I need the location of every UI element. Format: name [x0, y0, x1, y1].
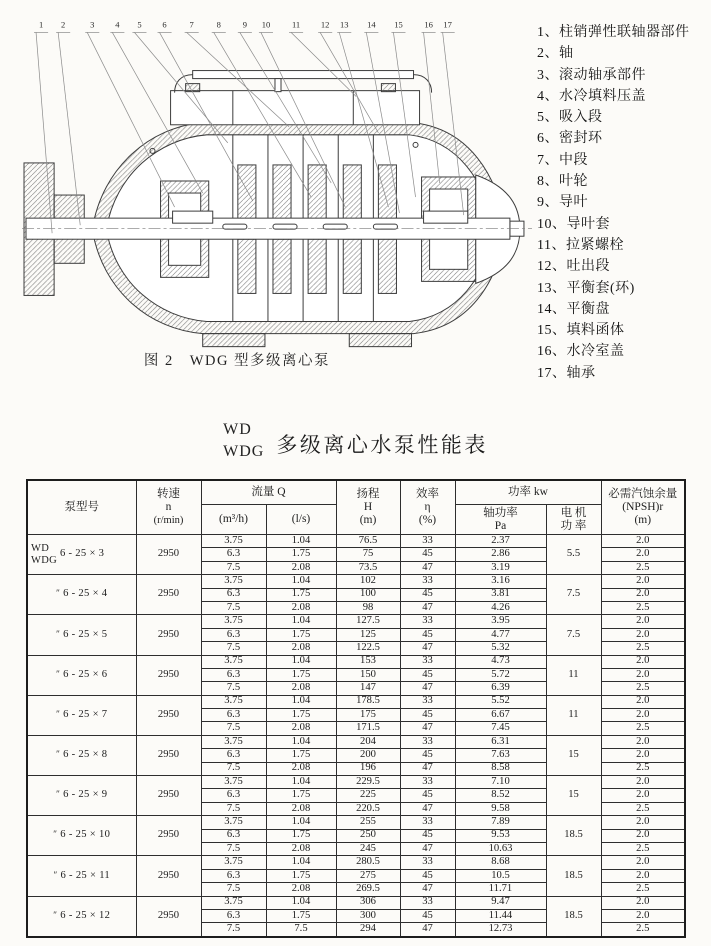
- head-cell: 280.5: [336, 856, 400, 869]
- efficiency-cell: 47: [400, 802, 455, 815]
- npsh-cell: 2.0: [601, 789, 685, 802]
- shaft-power-cell: 6.39: [455, 682, 546, 695]
- npsh-cell: 2.0: [601, 856, 685, 869]
- shaft-power-cell: 8.68: [455, 856, 546, 869]
- efficiency-cell: 45: [400, 628, 455, 641]
- shaft-power-cell: 10.5: [455, 869, 546, 882]
- flow-ls-cell: 1.04: [266, 615, 336, 628]
- shaft-power-cell: 5.32: [455, 642, 546, 655]
- efficiency-cell: 33: [400, 856, 455, 869]
- flow-ls-cell: 1.75: [266, 668, 336, 681]
- part-list-item: 1、柱销弹性联轴器部件: [537, 25, 690, 40]
- npsh-cell: 2.0: [601, 735, 685, 748]
- npsh-cell: 2.5: [601, 682, 685, 695]
- part-list-item: 16、水冷室盖: [537, 344, 625, 360]
- npsh-cell: 2.0: [601, 869, 685, 882]
- flow-m3h-cell: 6.3: [201, 628, 266, 641]
- shaft-power-cell: 12.73: [455, 923, 546, 937]
- head-cell: 102: [336, 575, 400, 588]
- flow-ls-cell: 1.75: [266, 628, 336, 641]
- part-list-item: 17、轴承: [537, 365, 596, 381]
- header-pump-model: 泵型号: [27, 480, 136, 535]
- speed-cell: 2950: [136, 535, 201, 575]
- callout-number: 1: [38, 19, 44, 30]
- npsh-cell: 2.0: [601, 749, 685, 762]
- flow-ls-cell: 1.75: [266, 829, 336, 842]
- part-list-item: 15、填料函体: [537, 323, 625, 339]
- shaft-power-cell: 7.63: [455, 749, 546, 762]
- efficiency-cell: 45: [400, 588, 455, 601]
- npsh-cell: 2.0: [601, 909, 685, 922]
- shaft-power-cell: 3.81: [455, 588, 546, 601]
- flow-ls-cell: 1.04: [266, 735, 336, 748]
- flow-m3h-cell: 7.5: [201, 722, 266, 735]
- shaft-power-cell: 5.52: [455, 695, 546, 708]
- flow-m3h-cell: 7.5: [201, 642, 266, 655]
- flow-ls-cell: 1.04: [266, 535, 336, 548]
- table-row: [27, 735, 685, 748]
- efficiency-cell: 47: [400, 682, 455, 695]
- flow-m3h-cell: 3.75: [201, 735, 266, 748]
- flow-ls-cell: 1.04: [266, 856, 336, 869]
- flow-ls-cell: 1.75: [266, 588, 336, 601]
- header-flow-ls: (l/s): [266, 505, 336, 535]
- flow-m3h-cell: 3.75: [201, 535, 266, 548]
- parts-list: [537, 22, 709, 384]
- efficiency-cell: 33: [400, 776, 455, 789]
- npsh-cell: 2.0: [601, 588, 685, 601]
- flow-m3h-cell: 6.3: [201, 829, 266, 842]
- part-list-item: 3、滚动轴承部件: [537, 67, 646, 83]
- part-list-item: 6、密封环: [537, 131, 603, 147]
- flow-ls-cell: 1.75: [266, 869, 336, 882]
- npsh-cell: 2.5: [601, 802, 685, 815]
- efficiency-cell: 45: [400, 668, 455, 681]
- header-speed: 转速 n (r/min): [136, 480, 201, 535]
- head-cell: 147: [336, 682, 400, 695]
- head-cell: 100: [336, 588, 400, 601]
- pump-model-cell: ″ 6 - 25 × 6: [27, 655, 136, 695]
- efficiency-cell: 47: [400, 601, 455, 614]
- callout-number: 10: [261, 19, 271, 30]
- head-cell: 250: [336, 829, 400, 842]
- efficiency-cell: 45: [400, 548, 455, 561]
- shaft-power-cell: 9.53: [455, 829, 546, 842]
- part-list-item: 8、叶轮: [537, 174, 588, 190]
- npsh-cell: 2.5: [601, 722, 685, 735]
- head-cell: 255: [336, 816, 400, 829]
- npsh-cell: 2.0: [601, 829, 685, 842]
- head-cell: 175: [336, 709, 400, 722]
- efficiency-cell: 45: [400, 869, 455, 882]
- shaft-power-cell: 11.71: [455, 883, 546, 896]
- shaft-power-cell: 3.95: [455, 615, 546, 628]
- part-list-item: 10、导叶套: [537, 216, 610, 232]
- speed-cell: 2950: [136, 615, 201, 655]
- efficiency-cell: 47: [400, 642, 455, 655]
- head-cell: 76.5: [336, 535, 400, 548]
- head-cell: 300: [336, 909, 400, 922]
- shaft-power-cell: 7.45: [455, 722, 546, 735]
- table-row: [27, 535, 685, 548]
- flow-m3h-cell: 6.3: [201, 588, 266, 601]
- efficiency-cell: 45: [400, 829, 455, 842]
- npsh-cell: 2.5: [601, 601, 685, 614]
- head-cell: 245: [336, 842, 400, 855]
- header-shaft-power: 轴功率 Pa: [455, 505, 546, 535]
- efficiency-cell: 33: [400, 655, 455, 668]
- title-model-wdg: WDG: [223, 443, 265, 460]
- header-head: 扬程 H (m): [336, 480, 400, 535]
- part-list-item: 13、平衡套(环): [537, 280, 635, 296]
- flow-m3h-cell: 6.3: [201, 709, 266, 722]
- callout-number: 2: [61, 19, 66, 30]
- shaft-power-cell: 4.77: [455, 628, 546, 641]
- head-cell: 229.5: [336, 776, 400, 789]
- flow-ls-cell: 2.08: [266, 561, 336, 574]
- flow-m3h-cell: 3.75: [201, 615, 266, 628]
- head-cell: 275: [336, 869, 400, 882]
- efficiency-cell: 47: [400, 883, 455, 896]
- callout-number: 8: [216, 19, 221, 30]
- speed-cell: 2950: [136, 776, 201, 816]
- npsh-cell: 2.0: [601, 816, 685, 829]
- head-cell: 269.5: [336, 883, 400, 896]
- efficiency-cell: 33: [400, 535, 455, 548]
- shaft-power-cell: 6.67: [455, 709, 546, 722]
- figure-caption: 图 2 WDG 型多级离心泵: [143, 353, 331, 369]
- callout-number: 15: [394, 19, 403, 30]
- callout-number: 11: [291, 19, 301, 30]
- flow-ls-cell: 7.5: [266, 923, 336, 937]
- head-cell: 178.5: [336, 695, 400, 708]
- head-cell: 171.5: [336, 722, 400, 735]
- callout-number: 6: [162, 19, 167, 30]
- part-list-item: 9、导叶: [537, 195, 588, 211]
- speed-cell: 2950: [136, 856, 201, 896]
- efficiency-cell: 33: [400, 695, 455, 708]
- efficiency-cell: 47: [400, 722, 455, 735]
- callout-number: 5: [137, 19, 142, 30]
- flow-ls-cell: 1.04: [266, 655, 336, 668]
- efficiency-cell: 47: [400, 762, 455, 775]
- efficiency-cell: 33: [400, 735, 455, 748]
- page-title: 多级离心水泵性能表: [276, 434, 488, 457]
- efficiency-cell: 33: [400, 896, 455, 909]
- flow-m3h-cell: 6.3: [201, 909, 266, 922]
- head-cell: 150: [336, 668, 400, 681]
- shaft-power-cell: 5.72: [455, 668, 546, 681]
- table-row: [27, 856, 685, 869]
- pump-body: [22, 71, 532, 347]
- head-cell: 306: [336, 896, 400, 909]
- npsh-cell: 2.5: [601, 842, 685, 855]
- head-cell: 122.5: [336, 642, 400, 655]
- flow-m3h-cell: 7.5: [201, 762, 266, 775]
- flow-ls-cell: 2.08: [266, 722, 336, 735]
- head-cell: 200: [336, 749, 400, 762]
- head-cell: 196: [336, 762, 400, 775]
- npsh-cell: 2.0: [601, 615, 685, 628]
- flow-m3h-cell: 3.75: [201, 776, 266, 789]
- flow-ls-cell: 1.75: [266, 548, 336, 561]
- speed-cell: 2950: [136, 735, 201, 775]
- motor-power-cell: 18.5: [546, 816, 601, 856]
- head-cell: 127.5: [336, 615, 400, 628]
- shaft-power-cell: 2.86: [455, 548, 546, 561]
- header-power: 功率 kw: [455, 480, 601, 505]
- pump-model-cell: ″ 6 - 25 × 7: [27, 695, 136, 735]
- npsh-cell: 2.0: [601, 668, 685, 681]
- callout-number: 3: [90, 19, 95, 30]
- flow-ls-cell: 1.04: [266, 896, 336, 909]
- callout-number: 13: [339, 19, 349, 30]
- part-list-item: 11、拉紧螺栓: [537, 237, 624, 253]
- shaft-power-cell: 11.44: [455, 909, 546, 922]
- performance-table: [26, 479, 686, 938]
- flow-m3h-cell: 3.75: [201, 856, 266, 869]
- pump-model-cell: ″ 6 - 25 × 4: [27, 575, 136, 615]
- efficiency-cell: 45: [400, 789, 455, 802]
- flow-ls-cell: 2.08: [266, 883, 336, 896]
- head-cell: 204: [336, 735, 400, 748]
- flow-m3h-cell: 7.5: [201, 883, 266, 896]
- table-row: [27, 575, 685, 588]
- flow-m3h-cell: 3.75: [201, 575, 266, 588]
- npsh-cell: 2.0: [601, 896, 685, 909]
- efficiency-cell: 47: [400, 842, 455, 855]
- table-row: [27, 776, 685, 789]
- shaft-power-cell: 7.10: [455, 776, 546, 789]
- npsh-cell: 2.0: [601, 575, 685, 588]
- flow-m3h-cell: 7.5: [201, 802, 266, 815]
- flow-m3h-cell: 6.3: [201, 668, 266, 681]
- npsh-cell: 2.0: [601, 535, 685, 548]
- head-cell: 125: [336, 628, 400, 641]
- shaft-power-cell: 3.19: [455, 561, 546, 574]
- npsh-cell: 2.0: [601, 655, 685, 668]
- header-motor-power: 电 机 功 率: [546, 505, 601, 535]
- shaft-power-cell: 4.26: [455, 601, 546, 614]
- npsh-cell: 2.5: [601, 923, 685, 937]
- speed-cell: 2950: [136, 655, 201, 695]
- flow-ls-cell: 2.08: [266, 642, 336, 655]
- pump-model-cell: ″ 6 - 25 × 9: [27, 776, 136, 816]
- callout-number: 4: [115, 19, 120, 30]
- part-list-item: 4、水冷填料压盖: [537, 88, 646, 104]
- part-list-item: 12、吐出段: [537, 259, 610, 275]
- npsh-cell: 2.0: [601, 628, 685, 641]
- table-row: [27, 695, 685, 708]
- motor-power-cell: 15: [546, 776, 601, 816]
- title-model-codes: [223, 419, 264, 463]
- header-flow-m3h: (m³/h): [201, 505, 266, 535]
- flow-m3h-cell: 3.75: [201, 655, 266, 668]
- speed-cell: 2950: [136, 695, 201, 735]
- flow-ls-cell: 1.04: [266, 575, 336, 588]
- header-npsh: 必需汽蚀余量 (NPSH)r (m): [601, 480, 685, 535]
- head-cell: 98: [336, 601, 400, 614]
- motor-power-cell: 5.5: [546, 535, 601, 575]
- pump-cross-section-diagram: [22, 14, 536, 352]
- flow-m3h-cell: 7.5: [201, 682, 266, 695]
- pump-model-cell: WD WDG 6 - 25 × 3: [27, 535, 136, 575]
- shaft-power-cell: 3.16: [455, 575, 546, 588]
- speed-cell: 2950: [136, 575, 201, 615]
- pump-model-cell: ″ 6 - 25 × 12: [27, 896, 136, 937]
- flow-ls-cell: 1.04: [266, 816, 336, 829]
- flow-ls-cell: 2.08: [266, 601, 336, 614]
- flow-ls-cell: 2.08: [266, 842, 336, 855]
- table-row: [27, 655, 685, 668]
- flow-ls-cell: 1.04: [266, 695, 336, 708]
- part-list-item: 7、中段: [537, 152, 588, 168]
- flow-m3h-cell: 3.75: [201, 695, 266, 708]
- efficiency-cell: 45: [400, 709, 455, 722]
- speed-cell: 2950: [136, 896, 201, 937]
- header-efficiency: 效率 η (%): [400, 480, 455, 535]
- callout-number: 9: [242, 19, 247, 30]
- flow-m3h-cell: 7.5: [201, 842, 266, 855]
- npsh-cell: 2.0: [601, 709, 685, 722]
- npsh-cell: 2.0: [601, 695, 685, 708]
- pump-cross-section-figure: [22, 14, 536, 352]
- head-cell: 294: [336, 923, 400, 937]
- npsh-cell: 2.5: [601, 642, 685, 655]
- callout-number: 7: [189, 19, 194, 30]
- part-list-item: 2、轴: [537, 46, 574, 62]
- table-title-block: [0, 419, 711, 463]
- callout-number: 14: [367, 19, 376, 30]
- callout-number: 12: [320, 19, 330, 30]
- efficiency-cell: 45: [400, 909, 455, 922]
- shaft-power-cell: 10.63: [455, 842, 546, 855]
- shaft-power-cell: 9.47: [455, 896, 546, 909]
- flow-m3h-cell: 6.3: [201, 869, 266, 882]
- motor-power-cell: 11: [546, 695, 601, 735]
- flow-m3h-cell: 3.75: [201, 896, 266, 909]
- flow-ls-cell: 2.08: [266, 682, 336, 695]
- flow-ls-cell: 1.75: [266, 789, 336, 802]
- pump-model-cell: ″ 6 - 25 × 11: [27, 856, 136, 896]
- callout-number: 16: [424, 19, 433, 30]
- flow-m3h-cell: 7.5: [201, 601, 266, 614]
- flow-m3h-cell: 3.75: [201, 816, 266, 829]
- shaft-power-cell: 9.58: [455, 802, 546, 815]
- flow-m3h-cell: 6.3: [201, 789, 266, 802]
- table-row: [27, 816, 685, 829]
- pump-model-cell: ″ 6 - 25 × 8: [27, 735, 136, 775]
- motor-power-cell: 15: [546, 735, 601, 775]
- npsh-cell: 2.0: [601, 776, 685, 789]
- flow-m3h-cell: 7.5: [201, 561, 266, 574]
- shaft-power-cell: 2.37: [455, 535, 546, 548]
- part-list-item: 14、平衡盘: [537, 301, 610, 317]
- table-row: [27, 615, 685, 628]
- flow-m3h-cell: 6.3: [201, 749, 266, 762]
- efficiency-cell: 47: [400, 561, 455, 574]
- npsh-cell: 2.5: [601, 883, 685, 896]
- motor-power-cell: 18.5: [546, 856, 601, 896]
- title-model-wd: WD: [223, 421, 252, 438]
- speed-cell: 2950: [136, 816, 201, 856]
- head-cell: 220.5: [336, 802, 400, 815]
- efficiency-cell: 33: [400, 615, 455, 628]
- efficiency-cell: 33: [400, 575, 455, 588]
- efficiency-cell: 33: [400, 816, 455, 829]
- flow-m3h-cell: 6.3: [201, 548, 266, 561]
- motor-power-cell: 7.5: [546, 615, 601, 655]
- flow-m3h-cell: 7.5: [201, 923, 266, 937]
- pump-model-cell: ″ 6 - 25 × 5: [27, 615, 136, 655]
- performance-table-body: [27, 535, 685, 937]
- callout-number: 17: [443, 19, 452, 30]
- header-flow: 流量 Q: [201, 480, 336, 505]
- motor-power-cell: 7.5: [546, 575, 601, 615]
- head-cell: 153: [336, 655, 400, 668]
- flow-ls-cell: 1.04: [266, 776, 336, 789]
- efficiency-cell: 47: [400, 923, 455, 937]
- head-cell: 75: [336, 548, 400, 561]
- flow-ls-cell: 2.08: [266, 762, 336, 775]
- motor-power-cell: 18.5: [546, 896, 601, 937]
- npsh-cell: 2.5: [601, 561, 685, 574]
- head-cell: 73.5: [336, 561, 400, 574]
- pump-model-cell: ″ 6 - 25 × 10: [27, 816, 136, 856]
- npsh-cell: 2.5: [601, 762, 685, 775]
- flow-ls-cell: 1.75: [266, 749, 336, 762]
- shaft-power-cell: 6.31: [455, 735, 546, 748]
- flow-ls-cell: 1.75: [266, 709, 336, 722]
- flow-ls-cell: 2.08: [266, 802, 336, 815]
- efficiency-cell: 45: [400, 749, 455, 762]
- shaft-power-cell: 8.58: [455, 762, 546, 775]
- head-cell: 225: [336, 789, 400, 802]
- flow-ls-cell: 1.75: [266, 909, 336, 922]
- table-row: [27, 896, 685, 909]
- part-list-item: 5、吸入段: [537, 110, 603, 126]
- shaft-power-cell: 7.89: [455, 816, 546, 829]
- npsh-cell: 2.0: [601, 548, 685, 561]
- shaft-power-cell: 4.73: [455, 655, 546, 668]
- motor-power-cell: 11: [546, 655, 601, 695]
- shaft-power-cell: 8.52: [455, 789, 546, 802]
